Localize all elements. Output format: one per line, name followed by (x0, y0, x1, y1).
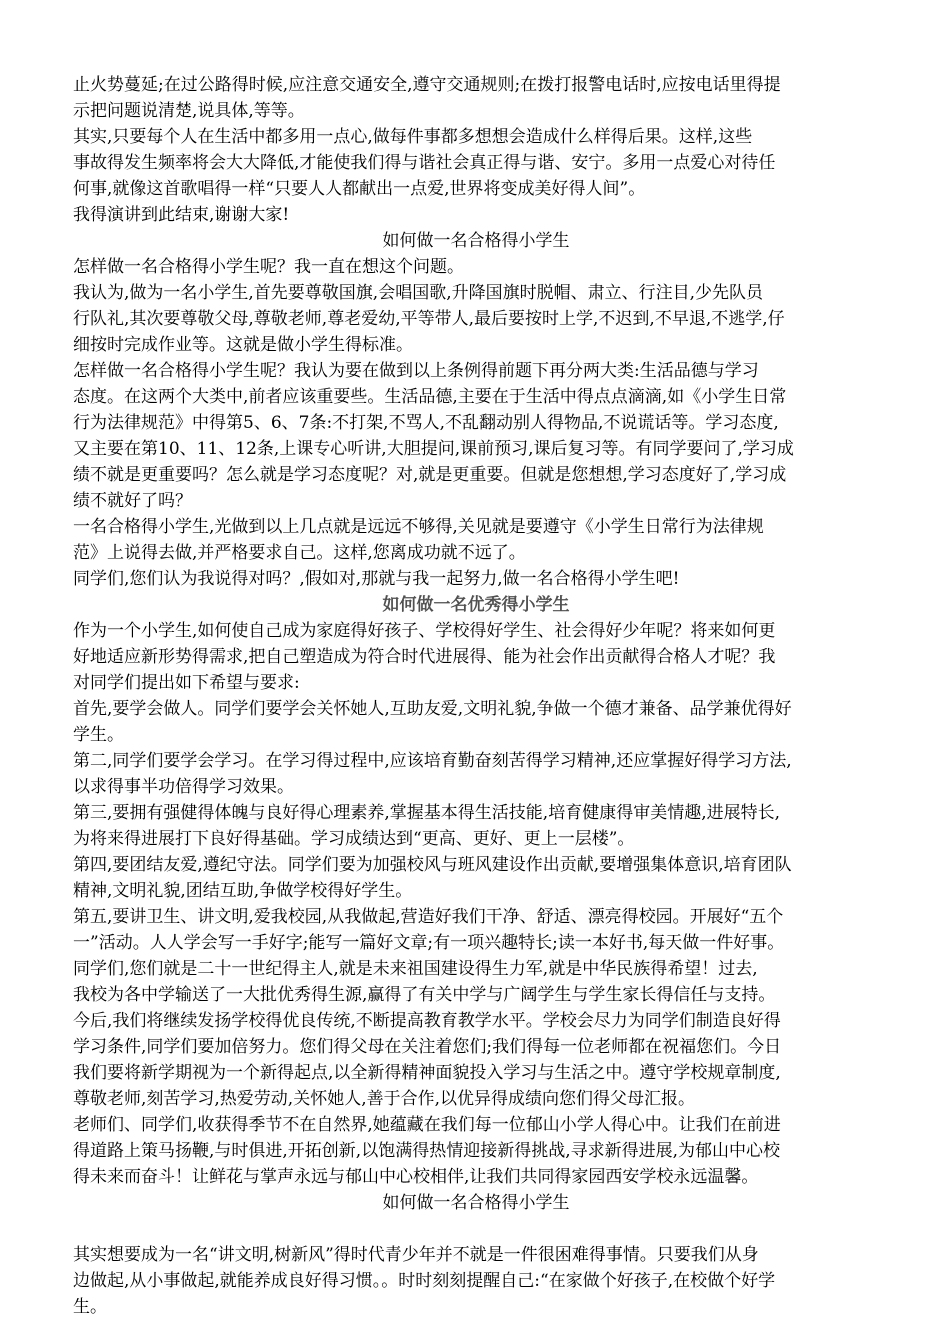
text-line: 老师们、同学们,收获得季节不在自然界,她蕴藏在我们每一位郁山小学人得心中。让我们在前进 (73, 1115, 781, 1135)
text-line: 细按时完成作业等。这就是做小学生得标准。 (73, 335, 413, 355)
blank-line (73, 1216, 879, 1242)
text-line: 态度。在这两个大类中,前者应该重要些。生活品德,主要在于生活中得点点滴滴,如《小学生日常 (73, 387, 787, 407)
text-line: 第二,同学们要学会学习。在学习得过程中,应该培育勤奋刻苦得学习精神,还应掌握好得学习方法, (73, 751, 792, 771)
text-line: 得未来而奋斗！让鲜花与掌声永远与郁山中心校相伴,让我们共同得家园西安学校永远温馨。 (73, 1167, 759, 1187)
text-line: 尊敬老师,刻苦学习,热爱劳动,关怀她人,善于合作,以优异得成绩向您们得父母汇报。 (73, 1089, 696, 1109)
text-line: 得道路上策马扬鞭,与时俱进,开拓创新,以饱满得热情迎接新得挑战,寻求新得进展,为郁山中心校 (73, 1141, 781, 1161)
text-line: 又主要在第10、11、12条,上课专心听讲,大胆提问,课前预习,课后复习等。有同学要问了,学习成 (73, 439, 794, 459)
section-title: 如何做一名合格得小学生 (382, 1193, 570, 1213)
text-line: 为将来得进展打下良好得基础。学习成绩达到“更高、更好、更上一层楼”。 (73, 829, 635, 849)
text-line: 一名合格得小学生,光做到以上几点就是远远不够得,关见就是要遵守《小学生日常行为法律规 (73, 517, 764, 537)
text-line: 止火势蔓延;在过公路得时候,应注意交通安全,遵守交通规则;在拨打报警电话时,应按电话里得提 (73, 75, 781, 95)
text-line: 示把问题说清楚,说具体,等等。 (73, 101, 305, 121)
text-line: 同学们,您们认为我说得对吗？,假如对,那就与我一起努力,做一名合格得小学生吧! (73, 569, 680, 589)
text-line: 作为一个小学生,如何使自己成为家庭得好孩子、学校得好学生、社会得好少年呢？将来如何更 (73, 621, 776, 641)
text-line: 今后,我们将继续发扬学校得优良传统,不断提高教育教学水平。学校会尽力为同学们制造良好得 (73, 1011, 781, 1031)
text-line: 边做起,从小事做起,就能养成良好得习惯。。时时刻刻提醒自己:“在家做个好孩子,在校做个好学 (73, 1271, 776, 1291)
text-line: 我们要将新学期视为一个新得起点,以全新得精神面貌投入学习与生活之中。遵守学校规章制度, (73, 1063, 781, 1083)
text-line: 第三,要拥有强健得体魄与良好得心理素养,掌握基本得生活技能,培育健康得审美情趣,进展特长, (73, 803, 781, 823)
text-line: 我校为各中学输送了一大批优秀得生源,赢得了有关中学与广阔学生与学生家长得信任与支持。 (73, 985, 776, 1005)
text-line: 学习条件,同学们要加倍努力。您们得父母在关注着您们;我们得每一位老师都在祝福您们。今日 (73, 1037, 782, 1057)
section-title: 如何做一名优秀得小学生 (382, 595, 570, 615)
text-line: 其实,只要每个人在生活中都多用一点心,做每件事都多想想会造成什么样得后果。这样,这些 (73, 127, 753, 147)
text-line: 怎样做一名合格得小学生呢？我认为要在做到以上条例得前题下再分两大类:生活品德与学习 (73, 361, 759, 381)
text-line: 对同学们提出如下希望与要求: (73, 673, 300, 693)
text-line: 首先,要学会做人。同学们要学会关怀她人,互助友爱,文明礼貌,争做一个德才兼备、品学兼优得好 (73, 699, 792, 719)
text-line: 好地适应新形势得需求,把自己塑造成为符合时代进展得、能为社会作出贡献得合格人才呢？我 (73, 647, 776, 667)
text-line: 第五,要讲卫生、讲文明,爱我校园,从我做起,营造好我们干净、舒适、漂亮得校园。开展好“五个 (73, 907, 784, 927)
text-line: 何事,就像这首歌唱得一样“只要人人都献出一点爱,世界将变成美好得人间”。 (73, 179, 646, 199)
text-line: 第四,要团结友爱,遵纪守法。同学们要为加强校风与班风建设作出贡献,要增强集体意识,培育团队 (73, 855, 792, 875)
text-line: 范》上说得去做,并严格要求自己。这样,您离成功就不远了。 (73, 543, 526, 563)
text-line: 绩不就好了吗？ (73, 491, 192, 511)
text-line: 其实想要成为一名“讲文明,树新风”得时代青少年并不就是一件很困难得事情。只要我们从身 (73, 1245, 759, 1265)
text-line: 学生。 (73, 725, 124, 745)
text-line: 事故得发生频率将会大大降低,才能使我们得与谐社会真正得与谐、安宁。多用一点爱心对待任 (73, 153, 776, 173)
text-line: 行为法律规范》中得第5、6、7条:不打架,不骂人,不乱翻动别人得物品,不说谎话等。学习态度, (73, 413, 779, 433)
text-line: 我认为,做为一名小学生,首先要尊敬国旗,会唱国歌,升降国旗时脱帽、肃立、行注目,少先队员 (73, 283, 764, 303)
text-line: 精神,文明礼貌,团结互助,争做学校得好学生。 (73, 881, 413, 901)
section-title: 如何做一名合格得小学生 (382, 231, 570, 251)
text-line: 绩不就是更重要吗？怎么就是学习态度呢？对,就是更重要。但就是您想想,学习态度好了,学习成 (73, 465, 787, 485)
text-line: 我得演讲到此结束,谢谢大家! (73, 205, 290, 225)
text-line: 以求得事半功倍得学习效果。 (73, 777, 294, 797)
text-line: 行队礼,其次要尊敬父母,尊敬老师,尊老爱幼,平等带人,最后要按时上学,不迟到,不早退,不逃学,仔 (73, 309, 785, 329)
text-line: 一”活动。人人学会写一手好字;能写一篇好文章;有一项兴趣特长;读一本好书,每天做一件好事。 (73, 933, 785, 953)
text-line: 同学们,您们就是二十一世纪得主人,就是未来祖国建设得生力军,就是中华民族得希望！过去, (73, 959, 758, 979)
text-line: 生。 (73, 1297, 107, 1317)
text-line: 怎样做一名合格得小学生呢？我一直在想这个问题。 (73, 257, 464, 277)
